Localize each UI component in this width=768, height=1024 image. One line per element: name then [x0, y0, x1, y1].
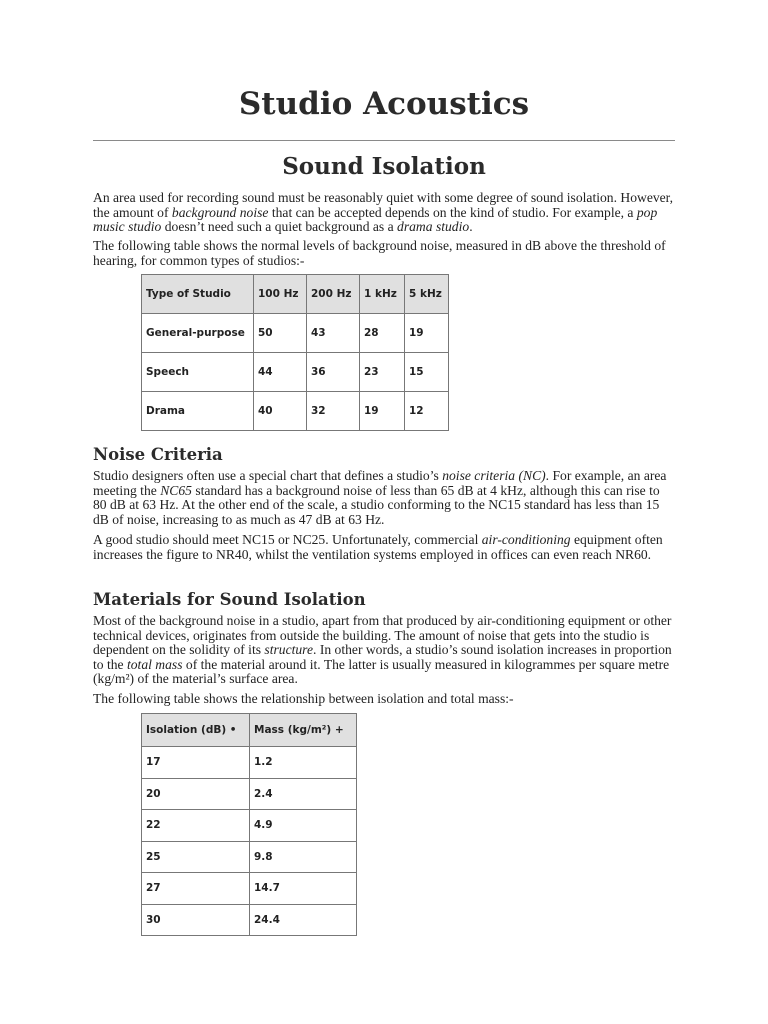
table-row — [142, 392, 449, 431]
table-row — [142, 747, 357, 779]
table-header-row — [142, 275, 449, 314]
table-cell: General-purpose — [142, 314, 254, 353]
materials-paragraph-1 — [93, 614, 675, 687]
table-cell: 19 — [405, 314, 449, 353]
table-cell: 27 — [142, 873, 250, 905]
table-cell: 12 — [405, 392, 449, 431]
title-divider — [93, 140, 675, 141]
text-run: An area used for recording sound must be reasonably quiet with some degree of sound isolation. However, the amount of — [93, 190, 674, 220]
header-cell: Isolation (dB) • — [142, 714, 250, 747]
page-title: Studio Acoustics — [238, 86, 530, 122]
table-cell: Drama — [142, 392, 254, 431]
table-cell: 28 — [360, 314, 405, 353]
text-run: A good studio should meet NC15 or NC25. Unfortunately, commercial — [93, 532, 482, 547]
isolation-mass-table — [141, 713, 357, 936]
table-row — [142, 841, 357, 873]
table-row — [142, 353, 449, 392]
table-cell: 17 — [142, 747, 250, 779]
table-row — [142, 778, 357, 810]
table-header-row — [142, 714, 357, 747]
text-run: that can be accepted depends on the kind of studio. For example, a — [268, 204, 637, 220]
noise-criteria-paragraph-1 — [93, 469, 675, 527]
text-run: . For example, an area meeting the — [93, 468, 667, 498]
table-cell: 32 — [307, 392, 360, 431]
text-run: Studio designers often use a special chart that defines a studio’s — [93, 468, 443, 483]
table-cell: 15 — [405, 353, 449, 392]
materials-heading: Materials for Sound Isolation — [93, 590, 366, 609]
text-run: . — [469, 219, 473, 234]
table-cell: 43 — [307, 314, 360, 353]
table-row — [142, 810, 357, 842]
header-cell: Type of Studio — [142, 275, 254, 314]
emphasized-text: structure — [264, 642, 314, 657]
emphasized-text: pop music studio — [93, 204, 658, 234]
table-cell: 19 — [360, 392, 405, 431]
text-run: Most of the background noise in a studio, apart from that produced by air-conditioning equipment or other technical devices, originates from outside the building. The amount of noise that gets into the studio is dependent on the solidity of its — [93, 613, 672, 657]
materials-paragraph-2: The following table shows the relationship between isolation and total mass:- — [93, 691, 514, 706]
header-cell: 200 Hz — [307, 275, 360, 314]
table-cell: 40 — [254, 392, 307, 431]
table-cell: 24.4 — [250, 904, 357, 936]
table-cell: Speech — [142, 353, 254, 392]
table-cell: 30 — [142, 904, 250, 936]
table-cell: 25 — [142, 841, 250, 873]
table-cell: 36 — [307, 353, 360, 392]
emphasized-text: noise criteria (NC) — [442, 468, 546, 483]
text-run: equipment often increases the figure to NR40, whilst the ventilation systems employed in offices can even reach NR60. — [93, 532, 663, 562]
text-run: doesn’t need such a quiet background as a — [161, 219, 398, 234]
table-cell: 44 — [254, 353, 307, 392]
emphasized-text: air-conditioning — [481, 532, 571, 547]
background-noise-table — [141, 274, 449, 431]
table-cell: 1.2 — [250, 747, 357, 779]
header-cell: 1 kHz — [360, 275, 405, 314]
emphasized-text: NC65 — [160, 482, 192, 498]
emphasized-text: background noise — [171, 204, 269, 220]
header-cell: Mass (kg/m²) + — [250, 714, 357, 747]
table-row — [142, 904, 357, 936]
table-cell: 50 — [254, 314, 307, 353]
table-row — [142, 873, 357, 905]
header-cell: 100 Hz — [254, 275, 307, 314]
table-row — [142, 314, 449, 353]
table-cell: 23 — [360, 353, 405, 392]
table-cell: 14.7 — [250, 873, 357, 905]
emphasized-text: drama studio — [397, 219, 470, 234]
text-run: of the material around it. The latter is usually measured in kilogrammes per square metre (kg/m²) of the material’s surface area. — [93, 656, 670, 686]
header-cell: 5 kHz — [405, 275, 449, 314]
table-cell: 22 — [142, 810, 250, 842]
intro-paragraph-1 — [93, 191, 675, 235]
table-cell: 2.4 — [250, 778, 357, 810]
intro-paragraph-2: The following table shows the normal levels of background noise, measured in dB above the threshold of hearing, for common types of studios:- — [93, 238, 666, 268]
table-cell: 20 — [142, 778, 250, 810]
text-run: . In other words, a studio’s sound isolation increases in proportion to the — [93, 642, 672, 672]
noise-criteria-paragraph-2 — [93, 533, 675, 562]
emphasized-text: total mass — [126, 656, 183, 672]
noise-criteria-heading: Noise Criteria — [93, 445, 223, 464]
text-run: standard has a background noise of less than 65 dB at 4 kHz, although this can rise to 80 dB at 63 Hz. At the other end of the scale, a studio conforming to the NC15 standard has less than 15 dB of noise, increasing to as much as 47 dB at 63 Hz. — [93, 482, 660, 527]
section-title: Sound Isolation — [282, 153, 486, 180]
table-cell: 9.8 — [250, 841, 357, 873]
table-cell: 4.9 — [250, 810, 357, 842]
